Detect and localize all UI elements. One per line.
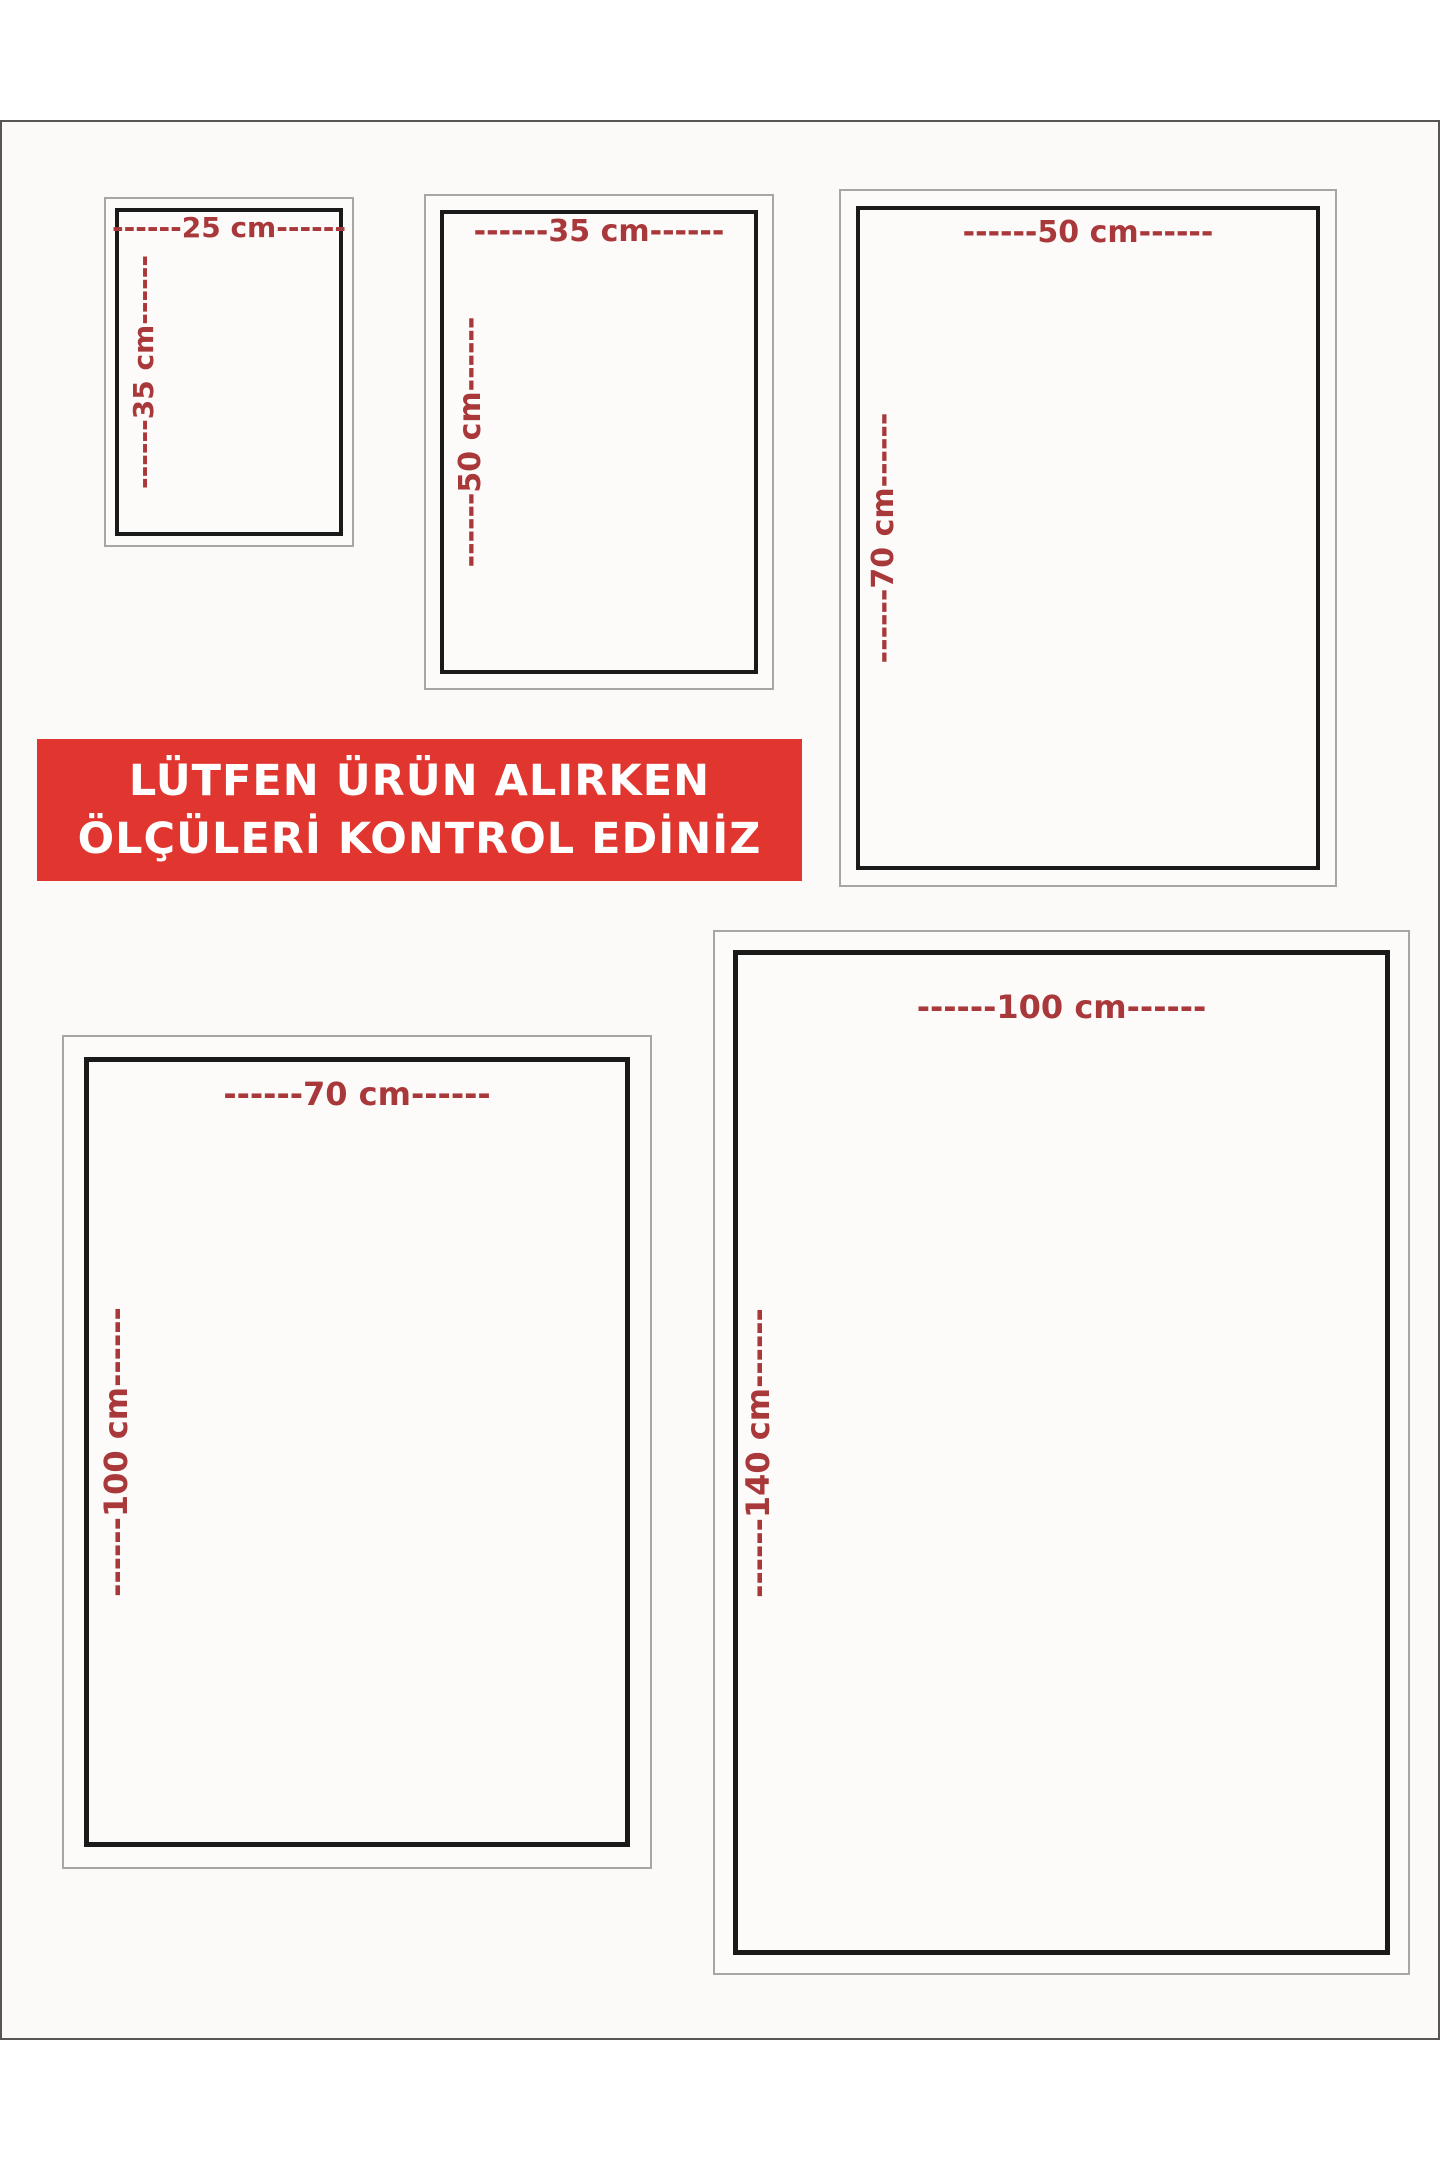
size-box-100x140 <box>713 930 1410 1975</box>
size-box-25x35 <box>104 197 354 547</box>
size-box-70x100 <box>62 1035 652 1869</box>
warning-line-2: ÖLÇÜLERİ KONTROL EDİNİZ <box>77 814 762 864</box>
warning-banner <box>37 739 802 881</box>
size-box-50x70 <box>839 189 1337 887</box>
size-box-100x140-inner-frame <box>733 950 1390 1955</box>
width-label: ------50 cm------ <box>962 215 1214 250</box>
height-label: ------50 cm------ <box>453 316 488 568</box>
size-box-50x70-inner-frame <box>856 206 1320 870</box>
width-label: ------35 cm------ <box>473 214 725 249</box>
height-label: ------140 cm------ <box>739 1307 777 1598</box>
height-label: ------35 cm------ <box>127 255 160 489</box>
warning-line-1: LÜTFEN ÜRÜN ALIRKEN <box>128 756 711 806</box>
size-box-35x50 <box>424 194 774 690</box>
height-label: ------70 cm------ <box>866 412 901 664</box>
height-label: ------100 cm------ <box>97 1307 135 1597</box>
size-box-70x100-inner-frame <box>84 1057 630 1847</box>
width-label: ------70 cm------ <box>223 1075 491 1113</box>
width-label: ------100 cm------ <box>916 988 1207 1026</box>
size-guide-panel <box>0 120 1440 2040</box>
width-label: ------25 cm------ <box>112 211 346 244</box>
